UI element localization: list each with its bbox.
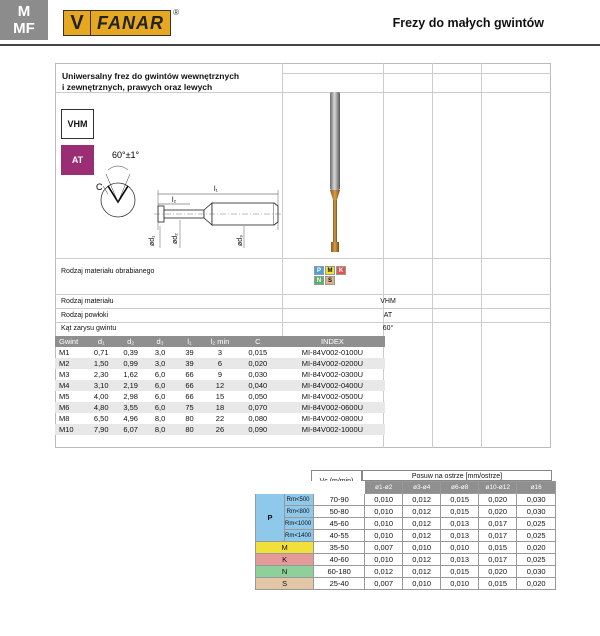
- table-cell: 0,080: [248, 414, 268, 423]
- angle-label: 60°±1°: [112, 150, 140, 160]
- spec-value: VHM: [380, 298, 396, 305]
- feed-cell: 0,010: [403, 578, 441, 590]
- table-row: [55, 413, 385, 424]
- table-row: [55, 369, 385, 380]
- category-tab-line1: M: [17, 3, 31, 20]
- spec-label: Rodzaj materiału obrabianego: [61, 268, 155, 275]
- dimensions-table: [55, 336, 385, 435]
- table-cell: 0,040: [236, 380, 280, 391]
- spec-row-tool-material: [55, 295, 551, 308]
- index-cell: MI-84V002-0800U: [301, 414, 364, 423]
- table-cell: 39: [175, 358, 204, 369]
- table-cell: M3: [59, 370, 70, 379]
- diam-header: ø10-ø12: [479, 482, 517, 494]
- feed-cell: 0,010: [441, 578, 479, 590]
- col-header: INDEX: [280, 336, 385, 347]
- table-cell: 3,10: [87, 380, 116, 391]
- feed-header: Posuw na ostrze [mm/ostrze]: [362, 470, 552, 481]
- table-cell: 15: [215, 392, 225, 401]
- feed-cell: 0,020: [517, 578, 556, 590]
- spec-label: Rodzaj powłoki: [61, 312, 109, 319]
- index-cell: MI-84V002-0100U: [301, 348, 364, 357]
- table-row: [55, 424, 385, 435]
- index-cell: MI-84V002-0600U: [280, 402, 385, 413]
- table-row: [55, 347, 385, 358]
- table-cell: M10: [55, 424, 87, 435]
- index-cell: MI-84V002-0300U: [301, 370, 364, 379]
- table-cell: 7,90: [87, 424, 116, 435]
- material-group-s: S: [325, 276, 335, 285]
- material-group-cell: K: [256, 554, 314, 566]
- feed-cell: 0,013: [441, 518, 479, 530]
- product-description: [62, 71, 272, 93]
- vc-cell: 40-55: [314, 530, 365, 542]
- table-cell: 6,0: [145, 380, 174, 391]
- table-row: [55, 380, 385, 391]
- vc-cell: 25-40: [314, 578, 365, 590]
- table-row: [256, 530, 556, 542]
- material-group-m: M: [325, 266, 335, 275]
- feed-cell: 0,030: [517, 494, 556, 506]
- feed-cell: 0,012: [403, 494, 441, 506]
- material-group-p: P: [314, 266, 324, 275]
- rm-cell: Rm<1400: [285, 530, 314, 542]
- table-cell: 0,71: [93, 348, 109, 357]
- feed-cell: 0,013: [441, 530, 479, 542]
- table-cell: 6,0: [154, 392, 166, 401]
- index-cell: MI-84V002-1000U: [280, 424, 385, 435]
- feed-cell: 0,007: [365, 542, 403, 554]
- table-cell: 75: [175, 402, 204, 413]
- grid-line: [432, 63, 433, 448]
- svg-text:l₂: l₂: [172, 197, 177, 204]
- table-row: [55, 391, 385, 402]
- feeds-header-row: [256, 482, 556, 494]
- spec-value: AT: [383, 312, 393, 319]
- material-group-cell: N: [256, 566, 314, 578]
- vc-cell: 40-60: [314, 554, 365, 566]
- table-cell: 4,00: [93, 392, 109, 401]
- table-row: [256, 506, 556, 518]
- material-group-cell: P: [256, 494, 285, 542]
- logo-registered-mark: ®: [173, 8, 179, 17]
- feed-cell: 0,020: [479, 494, 517, 506]
- diam-header: ø6-ø8: [441, 482, 479, 494]
- grid-line: [55, 258, 551, 259]
- feed-cell: 0,010: [365, 530, 403, 542]
- feed-cell: 0,012: [403, 518, 441, 530]
- feed-cell: 0,010: [365, 494, 403, 506]
- table-cell: 6,07: [116, 424, 145, 435]
- table-cell: 0,015: [248, 348, 268, 357]
- vc-cell: 50-80: [314, 506, 365, 518]
- table-cell: 6,0: [145, 402, 174, 413]
- table-cell: 18: [204, 402, 236, 413]
- table-cell: 0,39: [123, 348, 138, 357]
- col-header: l₁: [175, 336, 204, 347]
- vc-cell: 45-60: [314, 518, 365, 530]
- feed-cell: 0,012: [403, 530, 441, 542]
- angle-arc: [108, 166, 128, 170]
- feed-cell: 0,013: [441, 554, 479, 566]
- tool-photo: [318, 88, 358, 258]
- table-cell: 12: [204, 380, 236, 391]
- table-row: [256, 518, 556, 530]
- index-cell: MI-84V002-0500U: [301, 392, 364, 401]
- spec-row-thread-angle: [55, 322, 551, 335]
- svg-text:ød₁: ød₁: [149, 235, 156, 246]
- table-row: [256, 494, 556, 506]
- at-coating-badge: AT: [61, 145, 94, 175]
- logo-brand-text: FANAR: [97, 12, 164, 33]
- thread-profile: [108, 186, 128, 202]
- table-cell: 80: [185, 414, 194, 423]
- table-row: [256, 578, 556, 590]
- feed-cell: 0,012: [403, 554, 441, 566]
- svg-text:l₁: l₁: [214, 186, 218, 193]
- material-group-n: N: [314, 276, 324, 285]
- table-cell: 3,55: [116, 402, 145, 413]
- spec-row-coating: [55, 309, 551, 322]
- tool-photo-head: [331, 242, 339, 252]
- feed-cell: 0,025: [517, 554, 556, 566]
- feed-cell: 0,012: [365, 566, 403, 578]
- feed-cell: 0,017: [479, 530, 517, 542]
- header-divider: [0, 44, 600, 46]
- table-cell: M8: [59, 414, 70, 423]
- table-cell: 6,50: [93, 414, 109, 423]
- logo-v-mark: V: [64, 11, 91, 35]
- feed-cell: 0,020: [479, 506, 517, 518]
- feed-cell: 0,015: [441, 566, 479, 578]
- table-cell: 4,96: [123, 414, 138, 423]
- table-cell: 80: [175, 424, 204, 435]
- tool-photo-shank: [330, 92, 340, 190]
- col-header: d₁: [87, 336, 116, 347]
- table-row: [256, 554, 556, 566]
- table-cell: M5: [59, 392, 70, 401]
- feeds-table: [255, 481, 556, 590]
- diam-header: ø3-ø4: [403, 482, 441, 494]
- feed-cell: 0,025: [517, 530, 556, 542]
- table-row: [256, 542, 556, 554]
- table-cell: 0,070: [236, 402, 280, 413]
- description-line-1: Uniwersalny frez do gwintów wewnętrznych: [62, 71, 240, 81]
- rm-cell: Rm<1000: [285, 518, 314, 530]
- col-header: l₂ min: [204, 336, 236, 347]
- spec-label: Kąt zarysu gwintu: [61, 325, 117, 332]
- table-cell: 6,0: [154, 370, 166, 379]
- feed-cell: 0,012: [403, 506, 441, 518]
- table-cell: 3,0: [145, 358, 174, 369]
- feed-cell: 0,010: [403, 542, 441, 554]
- vhm-badge: VHM: [61, 109, 94, 139]
- fanar-logo: [63, 8, 179, 36]
- table-cell: 66: [185, 392, 194, 401]
- table-cell: 4,80: [87, 402, 116, 413]
- feed-cell: 0,010: [365, 554, 403, 566]
- tool-photo-neck: [333, 200, 337, 242]
- col-header: C: [236, 336, 280, 347]
- feed-cell: 0,017: [479, 554, 517, 566]
- technical-drawing: [94, 140, 284, 255]
- feed-cell: 0,015: [479, 578, 517, 590]
- table-cell: 2,19: [116, 380, 145, 391]
- grid-line: [282, 73, 551, 74]
- table-cell: M1: [59, 348, 70, 357]
- material-group-cell: S: [256, 578, 314, 590]
- table-cell: 0,020: [236, 358, 280, 369]
- table-cell: 1,62: [123, 370, 138, 379]
- feed-cell: 0,010: [365, 506, 403, 518]
- rm-cell: Rm<500: [285, 494, 314, 506]
- c-label: C: [96, 182, 103, 192]
- feed-cell: 0,010: [441, 542, 479, 554]
- feed-cell: 0,017: [479, 518, 517, 530]
- dimensions-header-row: [55, 336, 385, 347]
- table-cell: 22: [215, 414, 225, 423]
- table-cell: 6: [204, 358, 236, 369]
- table-row: [55, 402, 385, 413]
- table-cell: 66: [175, 380, 204, 391]
- feed-cell: 0,030: [517, 566, 556, 578]
- table-row: [256, 566, 556, 578]
- vc-cell: 35-50: [314, 542, 365, 554]
- table-cell: 26: [204, 424, 236, 435]
- spec-value: 60°: [382, 325, 394, 332]
- table-cell: 8,0: [154, 414, 166, 423]
- table-cell: 1,50: [87, 358, 116, 369]
- table-cell: 9: [217, 370, 223, 379]
- feed-cell: 0,015: [479, 542, 517, 554]
- table-row: [55, 358, 385, 369]
- table-cell: 0,99: [116, 358, 145, 369]
- table-cell: M2: [55, 358, 87, 369]
- feed-cell: 0,030: [517, 506, 556, 518]
- feed-cell: 0,025: [517, 518, 556, 530]
- page-title: Frezy do małych gwintów: [392, 16, 544, 30]
- table-cell: 2,98: [123, 392, 138, 401]
- diam-header: ø16: [517, 482, 556, 494]
- vc-cell: 70-90: [314, 494, 365, 506]
- feed-cell: 0,015: [441, 506, 479, 518]
- material-group-cell: M: [256, 542, 314, 554]
- feed-cell: 0,020: [479, 566, 517, 578]
- col-header: Gwint: [55, 336, 87, 347]
- diam-header: ø1-ø2: [365, 482, 403, 494]
- index-cell: MI-84V002-0200U: [280, 358, 385, 369]
- detail-circle: [101, 183, 135, 217]
- table-cell: 0,090: [236, 424, 280, 435]
- table-cell: 3,0: [154, 348, 166, 357]
- feed-cell: 0,015: [441, 494, 479, 506]
- table-cell: 3: [217, 348, 223, 357]
- feed-cell: 0,012: [403, 566, 441, 578]
- grid-line: [481, 63, 482, 448]
- spec-row-workpiece: [55, 265, 551, 278]
- col-header: d₃: [145, 336, 174, 347]
- feed-cell: 0,010: [365, 518, 403, 530]
- material-group-k: K: [336, 266, 346, 275]
- spec-label: Rodzaj materiału: [61, 298, 114, 305]
- index-cell: MI-84V002-0400U: [280, 380, 385, 391]
- feed-cell: 0,020: [517, 542, 556, 554]
- table-cell: 2,30: [93, 370, 109, 379]
- description-line-2: i zewnętrznych, prawych oraz lewych: [62, 82, 213, 92]
- category-tab: [0, 0, 48, 40]
- table-cell: M4: [55, 380, 87, 391]
- table-cell: 66: [185, 370, 194, 379]
- table-cell: 39: [185, 348, 194, 357]
- svg-text:ød₃: ød₃: [237, 234, 244, 246]
- table-cell: 8,0: [145, 424, 174, 435]
- table-cell: M6: [55, 402, 87, 413]
- feed-cell: 0,007: [365, 578, 403, 590]
- rm-cell: Rm<800: [285, 506, 314, 518]
- svg-text:ød₂: ød₂: [172, 233, 179, 244]
- vc-cell: 60-180: [314, 566, 365, 578]
- table-cell: 0,030: [248, 370, 268, 379]
- col-header: d₂: [116, 336, 145, 347]
- category-tab-line2: MF: [13, 20, 35, 37]
- table-cell: 0,050: [248, 392, 268, 401]
